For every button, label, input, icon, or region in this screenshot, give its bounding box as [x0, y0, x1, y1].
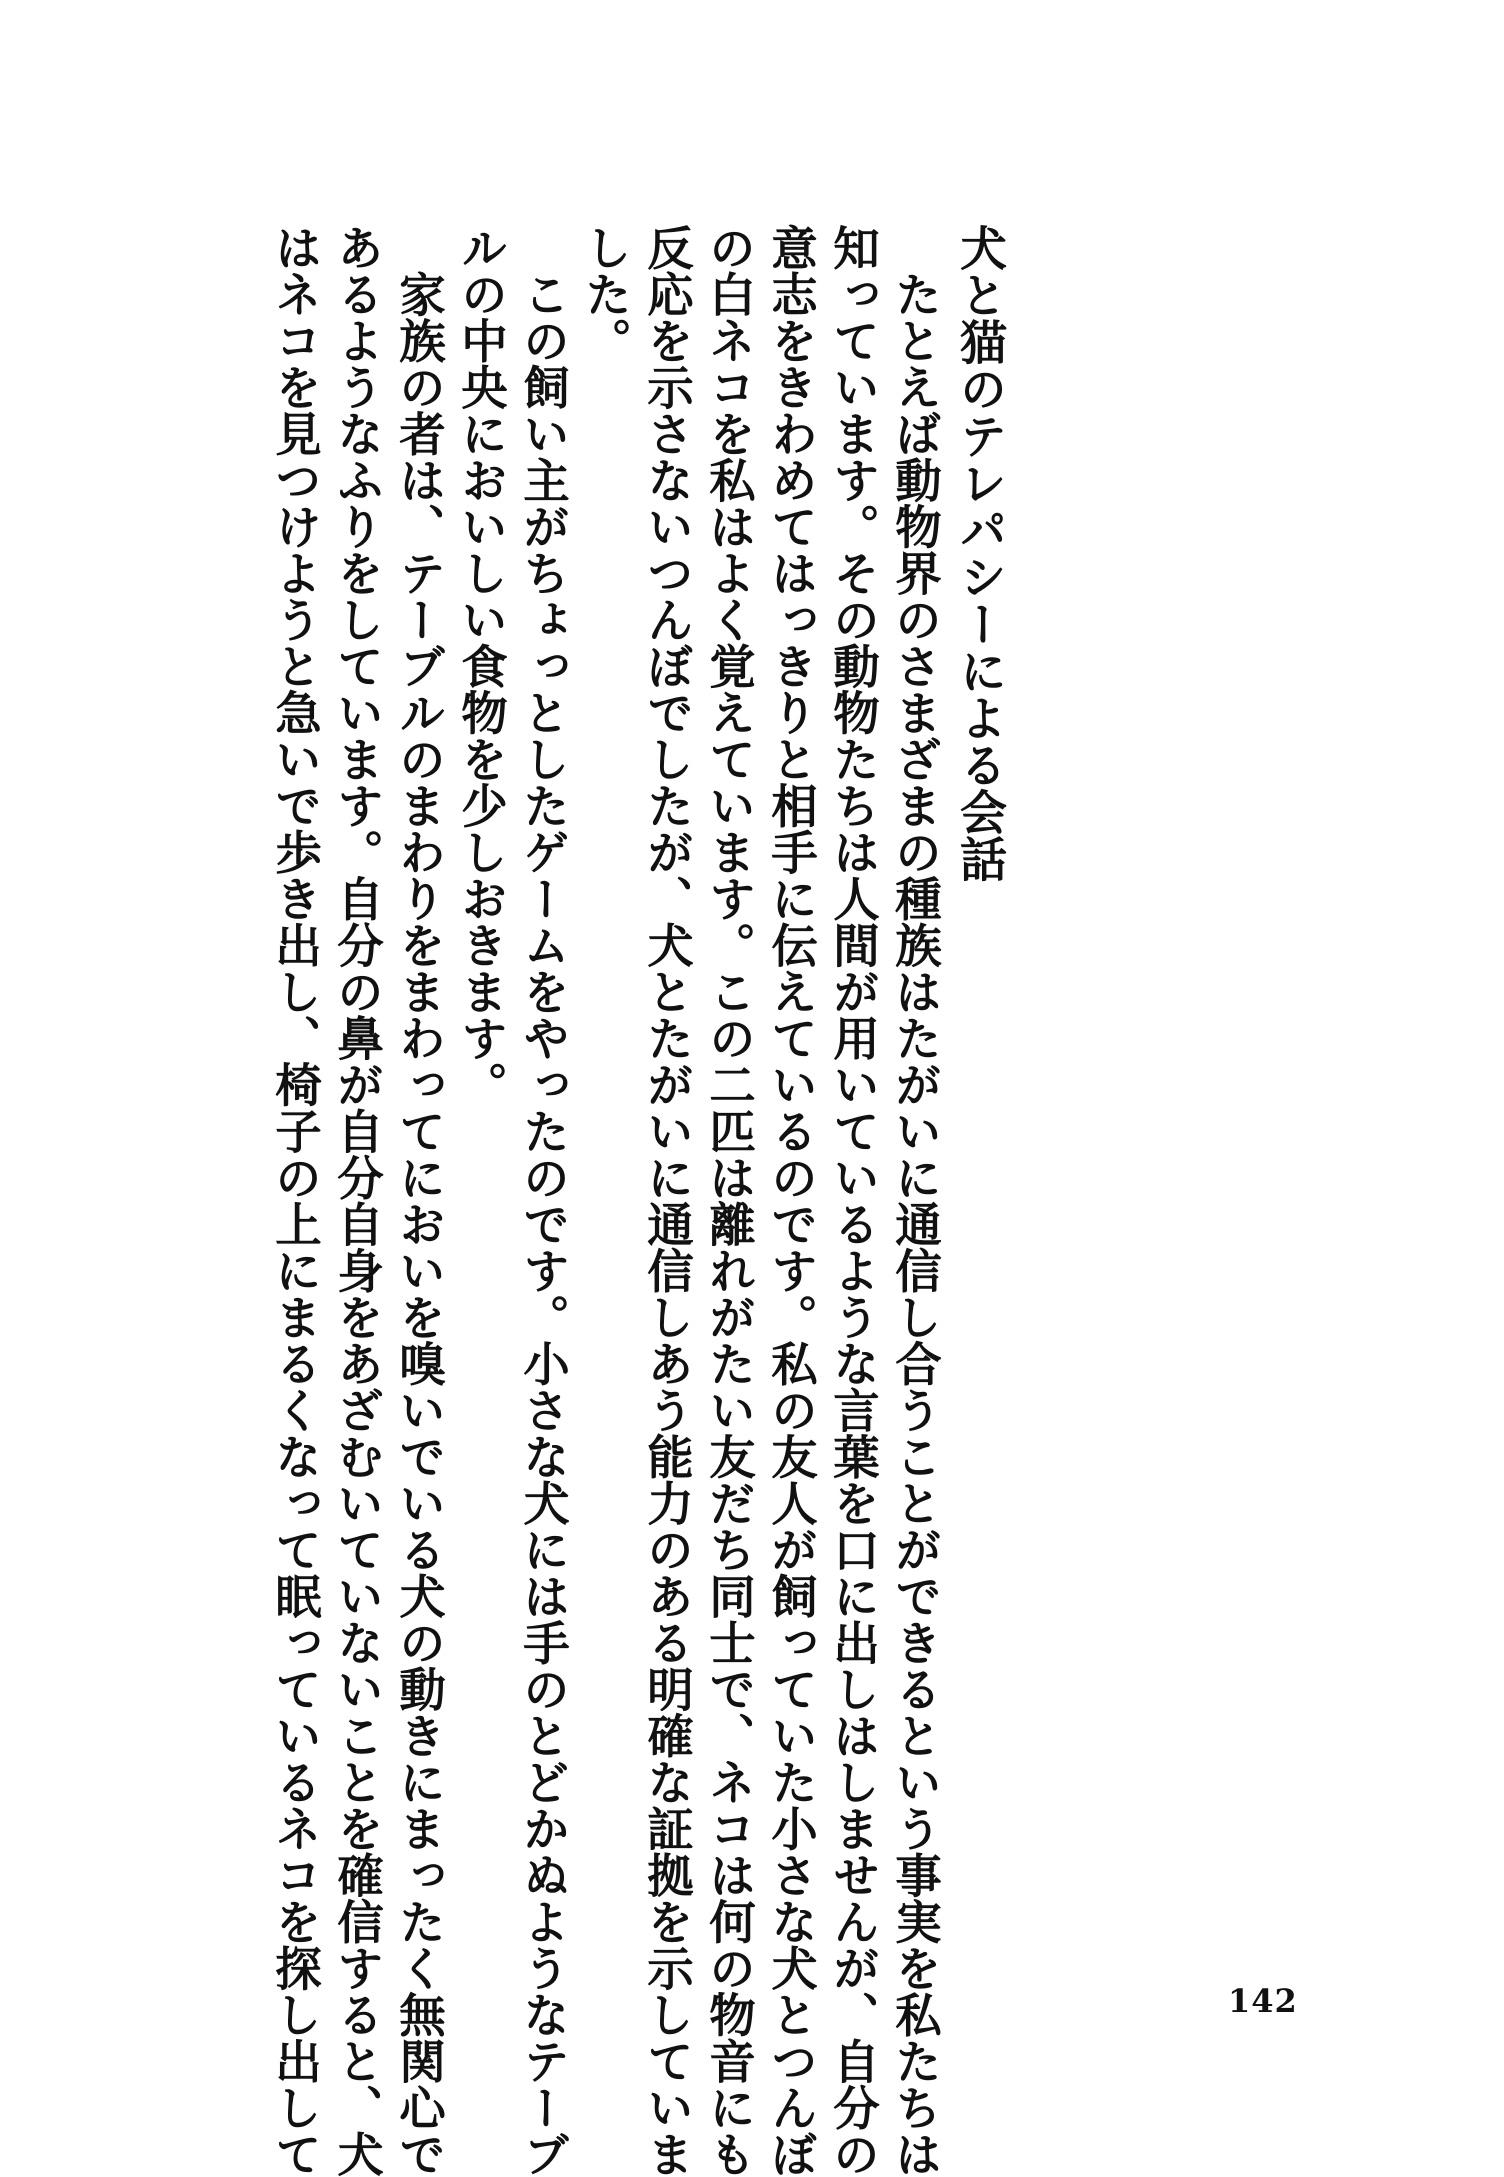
text-line: 知っています。その動物たちは人間が用いているような言葉を口に出しはしませんが、自分の	[826, 224, 881, 2177]
page-number: 142	[1228, 1982, 1298, 2020]
text-line: この飼い主がちょっとしたゲームをやったのです。小さな犬には手のとどかぬようなテーブ	[516, 224, 571, 2177]
text-line: 家族の者は、テーブルのまわりをまわってにおいを嗅いでいる犬の動きにまったく無関心で	[392, 224, 447, 2177]
text-line: の白ネコを私はよく覚えています。この二匹は離れがたい友だち同士で、ネコは何の物音にも	[702, 224, 757, 2177]
text-line: ルの中央においしい食物を少しおきます。	[454, 224, 509, 1108]
text-line: 意志をきわめてはっきりと相手に伝えているのです。私の友人が飼っていた小さな犬とつんぼ	[764, 224, 819, 2177]
text-line: あるようなふりをしています。自分の鼻が自分自身をあざむいていないことを確信すると、犬	[330, 224, 385, 2177]
section-heading: 犬と猫のテレパシーによる会話	[952, 224, 1007, 882]
text-line: たとえば動物界のさまざまの種族はたがいに通信し合うことができるという事実を私たちは	[888, 224, 943, 2177]
text-line: 反応を示さないつんぼでしたが、犬とたがいに通信しあう能力のある明確な証拠を示していま	[640, 224, 695, 2177]
text-line: した。	[578, 224, 633, 364]
text-line: はネコを見つけようと急いで歩き出し、椅子の上にまるくなって眠っているネコを探し出して	[268, 224, 323, 2177]
